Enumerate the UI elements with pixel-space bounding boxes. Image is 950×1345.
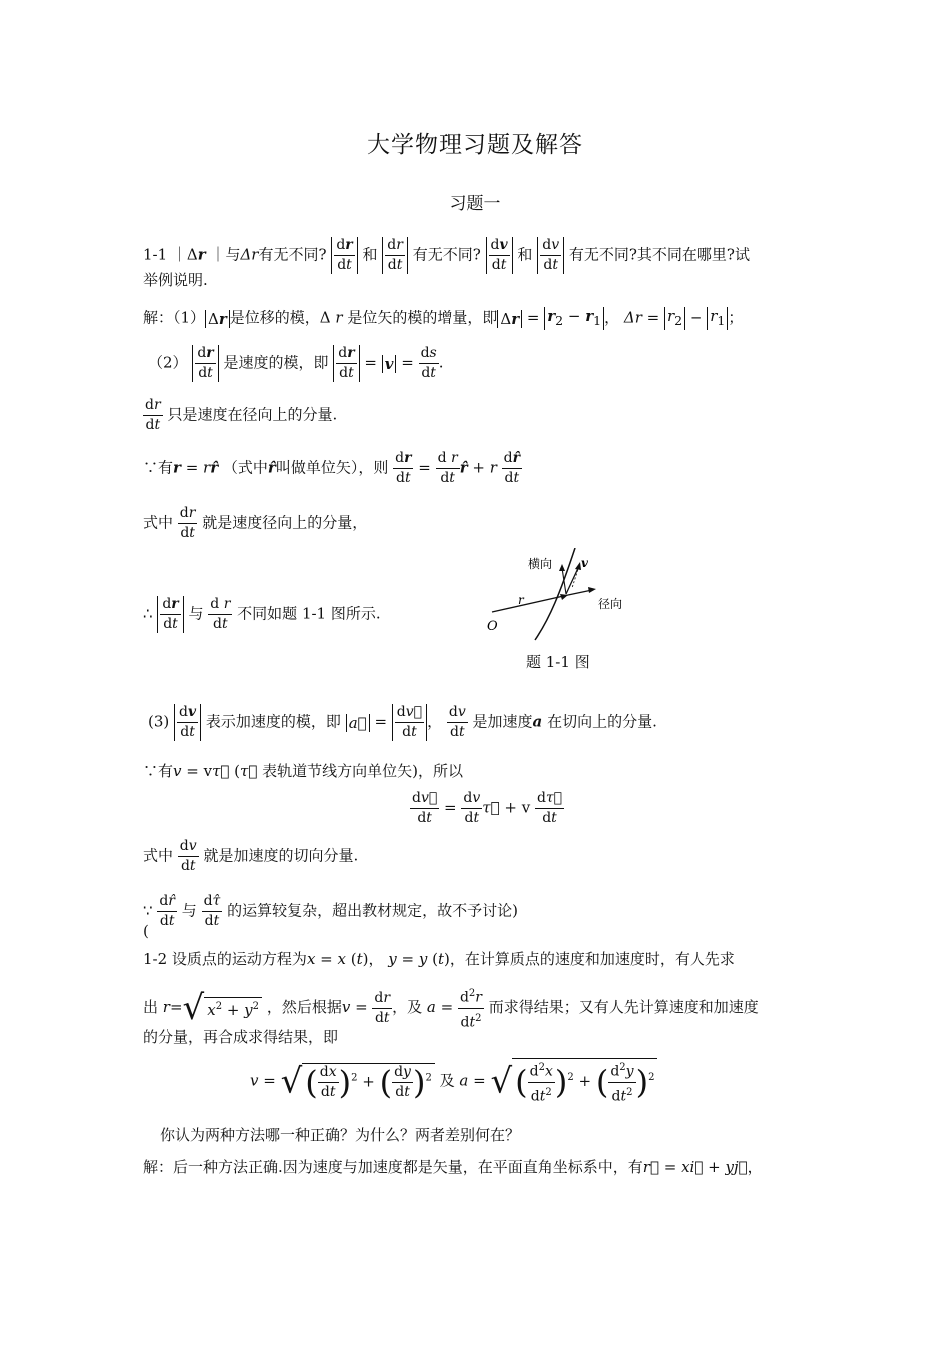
section-title: 习题一: [449, 194, 501, 214]
text-line: ∵有r = rr̂ （式中r̂叫做单位矢），则 $\frac{dr}{dt}$ = $\frac{\text{d r}}{dt}$ r̂ + r $\frac{dr̂}{dt}$: [143, 450, 521, 486]
text-line: ∵有v = vτ⃗ (τ⃗ 表轨道节线方向单位矢)，所以: [143, 762, 463, 780]
equation: $\frac{dv⃗}{dt}$ = $\frac{dv}{dt}$ τ⃗ + v $\frac{d\tau⃗}{dt}$: [412, 790, 563, 826]
text-line: 式中 $\frac{dv}{dt}$ 就是加速度的切向分量.: [143, 838, 359, 874]
text-line: 式中 $\frac{dr}{dt}$ 就是速度径向上的分量，: [143, 505, 368, 541]
solution-1-line: 解：（1） Δr 是位移的模，Δ r 是位矢的模的增量，即 $\Delta r = r_2 - r_1$ ， $\Delta r = r_2 - r_1$ ；: [143, 307, 744, 328]
formula: $\frac{dv}{dt}$: [537, 237, 564, 274]
formula: $\frac{dr}{dt}$: [331, 237, 357, 274]
text-line: 出 r=√ $x^2 + y^2$ ，然后根据v = $\frac{dr}{dt}$ ，及 a = $\frac{d^2r}{dt^2}$ 而求得结果；又有人先计算速度和加速度: [143, 985, 759, 1031]
figure-1-1: [480, 548, 630, 648]
transverse-arrow: [562, 568, 566, 594]
label-v: v: [581, 556, 588, 570]
question-1-2-line: 1-2 设质点的运动方程为x = x (t)， y = y (t)，在计算质点的速度和加速度时，有人先求: [143, 950, 735, 968]
solution-3-line: (3) $\frac{dv}{dt}$ 表示加速度的模，即 a⃗ = $\frac{dv⃗}{dt}$ ， $\frac{dv}{dt}$ 是加速度a 在切向上的分量.: [148, 704, 657, 740]
text-line: $\frac{dr}{dt}$ 只是速度在径向上的分量.: [145, 397, 338, 433]
label-transverse: 横向: [528, 557, 553, 571]
text-line: ∵ $\frac{dr̂}{dt}$ 与 $\frac{d\taû}{dt}$ 的运算较复杂，超出教材规定，故不予讨论): [143, 893, 518, 929]
solution-2-line: （2） $\frac{dr}{dt}$ 是速度的模，即 $\frac{dr}{dt}$ = v = $\frac{ds}{dt}$ .: [148, 345, 444, 381]
text-line: 你认为两种方法哪一种正确？为什么？两者差别何在？: [160, 1126, 521, 1144]
equation: v = √( $\frac{dx}{dt}$ )$^2$ + ( $\frac{dy}{dt}$ )$^2$ 及 a = √( $\frac{d^2x}{dt^2}$ )$^2$ + ( $\frac{d^2y}{dt^2}$ )$^2$: [250, 1058, 657, 1105]
radial-direction-arrow: [568, 590, 592, 595]
formula: $\frac{dv}{dt}$: [486, 237, 513, 274]
formula: $\frac{dr}{dt}$: [382, 237, 408, 274]
position-vector-arrow: [492, 595, 568, 612]
label-origin: O: [487, 619, 498, 634]
document-title: 大学物理习题及解答: [367, 132, 583, 158]
text-line: 举例说明.: [143, 271, 208, 289]
figure-caption: 题 1-1 图: [526, 653, 590, 671]
text-line: ∴ $\frac{dr}{dt}$ 与 $\frac{\text{d r}}{dt}$ 不同如题 1-1 图所示.: [143, 596, 381, 632]
label-r: r: [518, 593, 524, 607]
text-fragment: (: [143, 922, 149, 940]
question-1-1-line: 1-1 ｜Δr ｜与Δr有无不同? $\frac{dr}{dt}$ 和 $\frac{dr}{dt}$ 有无不同? $\frac{dv}{dt}$ 和 $\frac{dv}{dt}$ 有无不同?其不同在哪里?试: [143, 237, 750, 273]
label-radial: 径向: [598, 597, 623, 611]
text-line: 解：后一种方法正确.因为速度与加速度都是矢量，在平面直角坐标系中，有r⃗ = xi⃗ + yj⃗，: [143, 1158, 763, 1176]
text-line: 的分量，再合成求得结果，即: [143, 1028, 339, 1046]
